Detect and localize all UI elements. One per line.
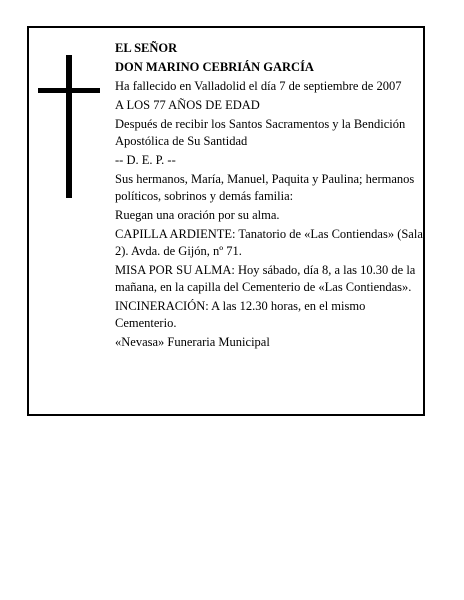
prayer-request: Ruegan una oración por su alma. <box>115 208 280 222</box>
obituary-notice <box>27 26 425 416</box>
title-line: EL SEÑOR <box>115 41 178 55</box>
chapel-info: CAPILLA ARDIENTE: Tanatorio de «Las Contiendas» (Sala 2). Avda. de Gijón, nº 71. <box>115 227 423 258</box>
cremation-info: INCINERACIÓN: A las 12.30 horas, en el mismo Cementerio. <box>115 299 366 330</box>
funeral-home: «Nevasa» Funeraria Municipal <box>115 335 270 349</box>
rest-in-peace: -- D. E. P. -- <box>115 153 176 167</box>
cross-horizontal-bar <box>38 88 100 93</box>
age-statement: A LOS 77 AÑOS DE EDAD <box>115 98 260 112</box>
sacraments-statement: Después de recibir los Santos Sacramentos y la Bendición Apostólica de Su Santidad <box>115 117 406 148</box>
cross-icon <box>38 55 100 198</box>
cross-vertical-bar <box>66 55 72 198</box>
notice-text <box>115 40 427 353</box>
family-statement: Sus hermanos, María, Manuel, Paquita y Paulina; hermanos políticos, sobrinos y demás familia: <box>115 172 415 203</box>
deceased-name: DON MARINO CEBRIÁN GARCÍA <box>115 60 314 74</box>
mass-info: MISA POR SU ALMA: Hoy sábado, día 8, a las 10.30 de la mañana, en la capilla del Cementerio de «Las Contiendas». <box>115 263 416 294</box>
death-statement: Ha fallecido en Valladolid el día 7 de septiembre de 2007 <box>115 79 402 93</box>
